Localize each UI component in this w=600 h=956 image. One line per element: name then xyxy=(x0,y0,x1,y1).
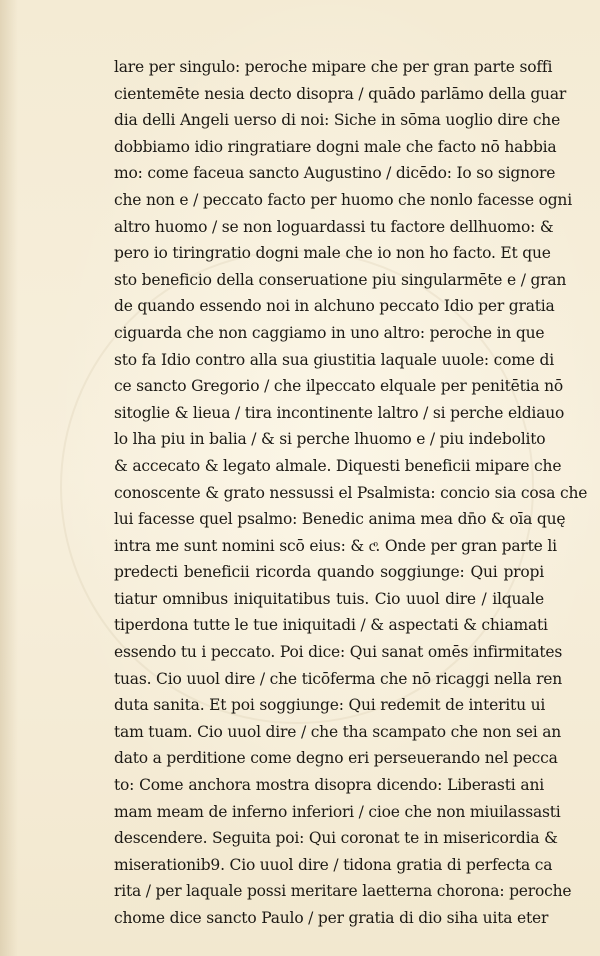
page-edge-shadow xyxy=(0,0,18,956)
text-line: dato a perditione come degno eri perseuerando nel pecca xyxy=(114,749,558,768)
text-line: duta sanita. Et poi soggiunge: Qui redemit de interitu ui xyxy=(114,696,546,715)
text-line: pero io tiringratio dogni male che io non ho facto. Et que xyxy=(114,244,551,263)
text-line: tiperdona tutte le tue iniquitadi / & aspectati & chiamati xyxy=(114,616,548,635)
text-line: ciguarda che non caggiamo in uno altro: peroche in que xyxy=(114,323,545,342)
text-line: lo lha piu in balia / & si perche lhuomo e / piu indebolito xyxy=(114,430,546,449)
text-line: rita / per laquale possi meritare laetterna chorona: peroche xyxy=(114,882,572,901)
text-line: tiatur omnibus iniquitatibus tuis. Cio uuol dire / ilquale xyxy=(114,589,544,608)
text-line: dobbiamo idio ringratiare dogni male che facto nō habbia xyxy=(114,137,557,156)
text-line: chome dice sancto Paulo / per gratia di dio siha uita eter xyxy=(114,909,549,927)
text-line: mam meam de inferno inferiori / cioe che non miuilassasti xyxy=(114,802,561,821)
text-line: predecti beneficii ricorda quando soggiunge: Qui propi xyxy=(114,563,544,582)
text-line: ce sancto Gregorio / che ilpeccato elquale per penitētia nō xyxy=(114,377,564,396)
text-line: to: Come anchora mostra disopra dicendo: Liberasti ani xyxy=(114,776,544,795)
text-line: essendo tu i peccato. Poi dice: Qui sanat omēs infirmitates xyxy=(114,643,563,662)
text-line: altro huomo / se non loguardassi tu factore dellhuomo: & xyxy=(114,217,554,236)
text-line: sitoglie & lieua / tira incontinente laltro / si perche eldiauo xyxy=(114,403,565,422)
text-line: descendere. Seguita poi: Qui coronat te in misericordia & xyxy=(114,829,558,848)
text-line: che non e / peccato facto per huomo che nonlo facesse ogni xyxy=(114,190,572,209)
text-line: intra me sunt nomini scō eius: & cͦ. Onde per gran parte li xyxy=(114,536,557,555)
text-line: sto beneficio della conseruatione piu singularmēte e / gran xyxy=(114,270,567,289)
text-block xyxy=(114,54,588,932)
text-line: conoscente & grato nessussi el Psalmista: concio sia cosa che xyxy=(114,483,588,502)
text-line: lui facesse quel psalmo: Benedic anima mea dn̄o & oīa quę xyxy=(114,510,566,529)
text-line: cientemēte nesia decto disopra / quādo parlāmo della guar xyxy=(114,84,567,103)
text-line: de quando essendo noi in alchuno peccato Idio per gratia xyxy=(114,297,555,316)
text-line: lare per singulo: peroche mipare che per gran parte soffi xyxy=(114,58,553,76)
text-line: dia delli Angeli uerso di noi: Siche in sōma uoglio dire che xyxy=(114,111,561,130)
text-line: sto fa Idio contro alla sua giustitia laquale uuole: come di xyxy=(114,350,554,369)
text-line: tam tuam. Cio uuol dire / che tha scampato che non sei an xyxy=(114,722,562,741)
text-line: tuas. Cio uuol dire / che ticōferma che nō ricaggi nella ren xyxy=(114,669,563,688)
text-line: & accecato & legato almale. Diquesti beneficii mipare che xyxy=(114,456,562,475)
text-line: miserationib9. Cio uuol dire / tidona gratia di perfecta ca xyxy=(114,855,553,874)
text-line: mo: come faceua sancto Augustino / dicēdo: Io so signore xyxy=(114,164,556,183)
